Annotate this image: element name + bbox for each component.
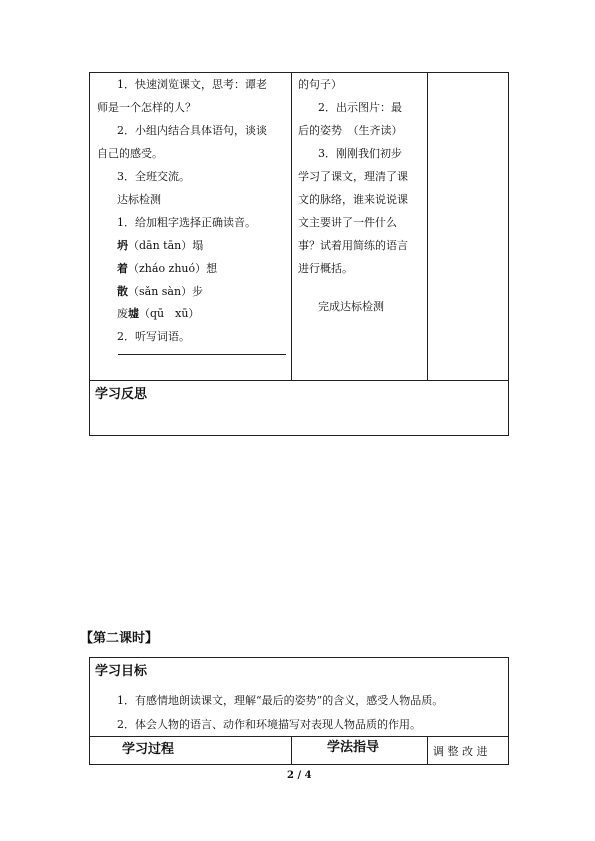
- table-border: [89, 72, 509, 73]
- header-adjust: 调 整 改 进: [433, 745, 488, 758]
- pinyin-item: [117, 239, 203, 253]
- pinyin-options: （sǎn sàn）步: [128, 285, 204, 298]
- process-text: 2．听写词语。: [117, 330, 190, 343]
- plain-char: 废: [117, 307, 128, 320]
- table-border: [508, 72, 509, 435]
- bold-char: 散: [117, 285, 128, 298]
- method-text: 文的脉络，谁来说说课: [298, 193, 408, 206]
- goal-item: 2．体会人物的语言、动作和环境描写对表现人物品质的作用。: [117, 718, 421, 731]
- method-text: 事？试着用简练的语言: [298, 239, 408, 252]
- process-text: 师是一个怎样的人？: [97, 101, 196, 114]
- reflection-label: 学习反思: [95, 387, 148, 402]
- bold-char: 着: [117, 262, 128, 275]
- table-border: [89, 736, 509, 737]
- pinyin-options: （dān tān）塌: [128, 239, 204, 252]
- bold-char: 坍: [117, 239, 128, 252]
- method-text: 学习了课文，理清了课: [298, 170, 408, 183]
- pinyin-options: （qū xū）: [139, 307, 200, 320]
- pinyin-item: [117, 285, 203, 299]
- method-text: 进行概括。: [298, 262, 353, 275]
- process-text: 3．全班交流。: [117, 170, 190, 183]
- method-text: 后的姿势 （生齐读）: [298, 124, 403, 137]
- table-border: [89, 435, 509, 436]
- table-border: [89, 380, 509, 381]
- method-text: 的句子）: [298, 78, 342, 91]
- header-method: 学法指导: [327, 740, 380, 755]
- process-text: 2．小组内结合具体语句，谈谈: [117, 124, 267, 137]
- process-text: 自己的感受。: [97, 147, 163, 160]
- goal-item: 1．有感情地朗读课文，理解“最后的姿势”的含义，感受人物品质。: [117, 694, 444, 707]
- table-border: [89, 764, 509, 765]
- dictation-blank-line: [118, 354, 286, 355]
- method-text: 3．刚刚我们初步: [318, 147, 402, 160]
- bold-char: 墟: [128, 307, 139, 320]
- pinyin-options: （zháo zhuó）想: [128, 262, 218, 275]
- assessment-heading: 达标检测: [117, 193, 161, 206]
- pinyin-item: [117, 307, 199, 321]
- method-text: 文主要讲了一件什么: [298, 216, 397, 229]
- pinyin-item: [117, 262, 217, 276]
- column-divider: [427, 72, 428, 380]
- process-text: 1．快速浏览课文，思考：谭老: [117, 78, 267, 91]
- table-border: [89, 657, 509, 658]
- method-text: 完成达标检测: [318, 300, 384, 313]
- lesson-title: 【第二课时】: [80, 631, 159, 646]
- table-border: [89, 72, 90, 435]
- column-divider: [291, 736, 292, 764]
- table-border: [89, 657, 90, 764]
- column-divider: [291, 72, 292, 380]
- column-divider: [427, 736, 428, 764]
- header-process: 学习过程: [122, 742, 175, 757]
- table-border: [508, 657, 509, 764]
- method-text: 2．出示图片：最: [318, 101, 402, 114]
- goals-label: 学习目标: [95, 664, 148, 679]
- process-text: 1．给加粗字选择正确读音。: [117, 216, 256, 229]
- page-number: 2 / 4: [287, 770, 312, 781]
